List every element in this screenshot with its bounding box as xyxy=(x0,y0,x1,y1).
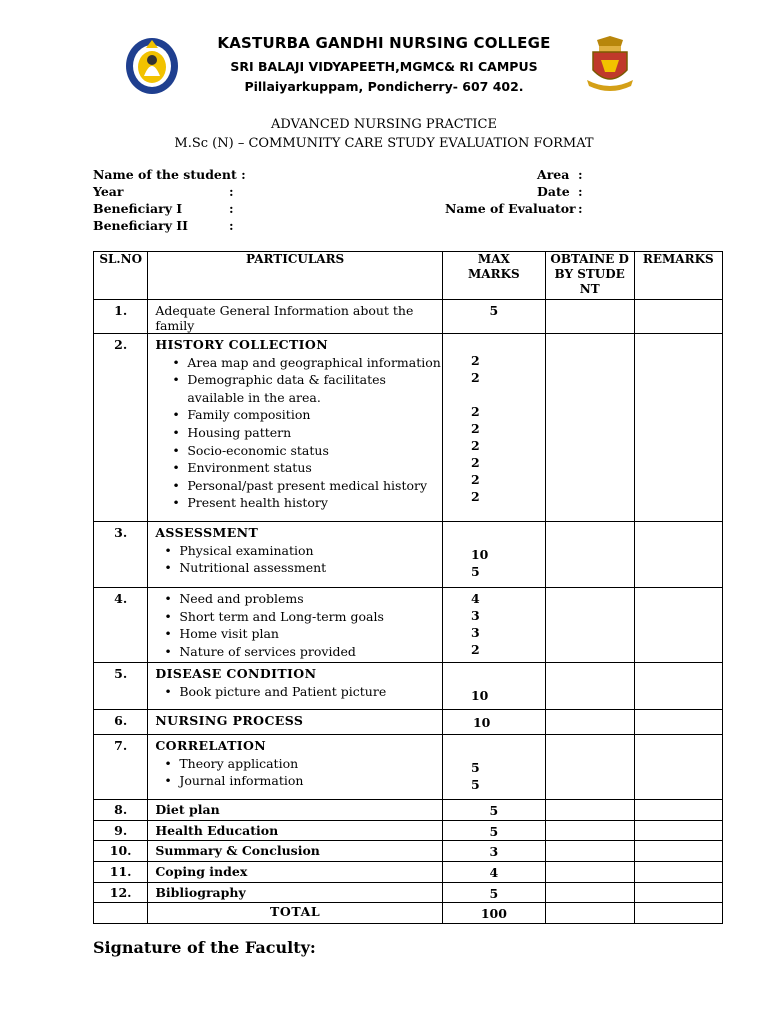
row-particulars xyxy=(148,334,443,522)
row-text: Adequate General Information about the family xyxy=(148,300,443,334)
list-item: • Nature of services provided xyxy=(155,643,442,661)
row-sl: 12. xyxy=(94,883,148,903)
row-sl: 3. xyxy=(94,522,148,588)
list-item: • Book picture and Patient picture xyxy=(155,683,442,701)
remarks-cell[interactable] xyxy=(634,883,722,903)
header-remarks: REMARKS xyxy=(634,252,722,300)
table-row xyxy=(94,522,723,588)
remarks-cell[interactable] xyxy=(634,334,722,522)
table-row xyxy=(94,862,723,883)
remarks-cell[interactable] xyxy=(634,663,722,710)
mark-value: 4 xyxy=(470,591,480,606)
row-marks xyxy=(442,334,545,522)
row-marks: 5 xyxy=(442,883,545,903)
mark-value: 2 xyxy=(470,421,480,436)
table-row xyxy=(94,710,723,735)
list-item: • Area map and geographical information xyxy=(155,354,442,372)
list-item: • Journal information xyxy=(155,772,442,790)
table-header-row xyxy=(94,252,723,300)
row-sl: 1. xyxy=(94,300,148,334)
evaluator-colon: : xyxy=(578,201,583,216)
date-label: Date xyxy=(537,184,570,199)
row-sl: 11. xyxy=(94,862,148,883)
item-list xyxy=(155,683,442,701)
total-label: TOTAL xyxy=(148,903,443,924)
remarks-cell[interactable] xyxy=(634,522,722,588)
row-marks: 4 xyxy=(442,862,545,883)
beneficiary-1-label: Beneficiary I xyxy=(93,201,183,216)
campus-name: SRI BALAJI VIDYAPEETH,MGMC& RI CAMPUS xyxy=(230,59,538,74)
header-obtained xyxy=(545,252,634,300)
obtained-cell[interactable] xyxy=(545,710,634,735)
evaluation-table xyxy=(93,251,723,924)
mark-value: 5 xyxy=(470,564,480,579)
year-colon: : xyxy=(229,184,234,199)
list-item: • Demographic data & facilitates available in the area. xyxy=(155,371,442,406)
total-remarks-cell[interactable] xyxy=(634,903,722,924)
table-row xyxy=(94,841,723,862)
obtained-cell[interactable] xyxy=(545,735,634,800)
table-row xyxy=(94,334,723,522)
mark-value: 2 xyxy=(470,404,480,419)
header-max-marks-text: MAX MARKS xyxy=(468,252,520,281)
table-row xyxy=(94,800,723,821)
section-title: CORRELATION xyxy=(155,738,267,753)
remarks-cell[interactable] xyxy=(634,800,722,821)
remarks-cell[interactable] xyxy=(634,710,722,735)
mark-value: 5 xyxy=(470,760,480,775)
remarks-cell[interactable] xyxy=(634,821,722,841)
row-marks xyxy=(442,735,545,800)
college-name: KASTURBA GANDHI NURSING COLLEGE xyxy=(217,34,551,52)
mark-value: 2 xyxy=(470,642,480,657)
name-of-student-label: Name of the student : xyxy=(93,167,246,182)
area-label: Area xyxy=(537,167,570,182)
remarks-cell[interactable] xyxy=(634,841,722,862)
row-particulars xyxy=(148,735,443,800)
obtained-cell[interactable] xyxy=(545,841,634,862)
total-marks: 100 xyxy=(442,903,545,924)
item-list xyxy=(155,542,442,577)
item-list xyxy=(155,590,442,660)
mark-value: 2 xyxy=(470,370,480,385)
row-sl: 8. xyxy=(94,800,148,821)
obtained-cell[interactable] xyxy=(545,334,634,522)
year-label: Year xyxy=(93,184,124,199)
item-list xyxy=(155,354,442,512)
row-marks: 10 xyxy=(442,710,545,735)
subject-title: ADVANCED NURSING PRACTICE xyxy=(270,117,497,132)
row-sl: 5. xyxy=(94,663,148,710)
evaluator-label: Name of Evaluator xyxy=(445,201,576,216)
mark-value: 10 xyxy=(470,547,489,562)
header-max-marks xyxy=(442,252,545,300)
row-sl: 4. xyxy=(94,588,148,663)
obtained-cell[interactable] xyxy=(545,663,634,710)
mark-value: 5 xyxy=(470,777,480,792)
row-text: Summary & Conclusion xyxy=(148,841,443,862)
row-marks xyxy=(442,522,545,588)
table-row xyxy=(94,588,723,663)
beneficiary-1-colon: : xyxy=(229,201,234,216)
list-item: • Family composition xyxy=(155,406,442,424)
row-sl: 10. xyxy=(94,841,148,862)
row-marks: 3 xyxy=(442,841,545,862)
row-text: Health Education xyxy=(148,821,443,841)
mark-value: 2 xyxy=(470,489,480,504)
list-item: • Home visit plan xyxy=(155,625,442,643)
list-item: • Theory application xyxy=(155,755,442,773)
beneficiary-2-colon: : xyxy=(229,218,234,233)
row-text: Diet plan xyxy=(148,800,443,821)
row-text: Bibliography xyxy=(148,883,443,903)
table-row xyxy=(94,821,723,841)
mark-value: 2 xyxy=(470,472,480,487)
obtained-cell[interactable] xyxy=(545,821,634,841)
total-row xyxy=(94,903,723,924)
row-marks xyxy=(442,588,545,663)
area-colon: : xyxy=(578,167,583,182)
table-row xyxy=(94,663,723,710)
header-obtained-text: OBTAINE D BY STUDENT xyxy=(550,252,629,296)
obtained-cell[interactable] xyxy=(545,883,634,903)
mark-value: 10 xyxy=(470,688,489,703)
obtained-cell[interactable] xyxy=(545,300,634,334)
form-title: M.Sc (N) – COMMUNITY CARE STUDY EVALUATION FORMAT xyxy=(174,136,594,151)
header-particulars: PARTICULARS xyxy=(148,252,443,300)
list-item: • Environment status xyxy=(155,459,442,477)
faculty-signature-label: Signature of the Faculty: xyxy=(93,938,316,957)
row-marks xyxy=(442,663,545,710)
mark-value: 2 xyxy=(470,353,480,368)
row-particulars xyxy=(148,522,443,588)
remarks-cell[interactable] xyxy=(634,300,722,334)
mark-value: 3 xyxy=(470,625,480,640)
list-item: • Present health history xyxy=(155,494,442,512)
row-title: NURSING PROCESS xyxy=(148,710,443,735)
remarks-cell[interactable] xyxy=(634,862,722,883)
list-item: • Physical examination xyxy=(155,542,442,560)
total-sl-empty xyxy=(94,903,148,924)
list-item: • Socio-economic status xyxy=(155,442,442,460)
section-title: ASSESSMENT xyxy=(155,525,259,540)
date-colon: : xyxy=(578,184,583,199)
item-list xyxy=(155,755,442,790)
header-slno: SL.NO xyxy=(94,252,148,300)
table-row xyxy=(94,883,723,903)
beneficiary-2-label: Beneficiary II xyxy=(93,218,189,233)
row-particulars xyxy=(148,588,443,663)
table-row xyxy=(94,735,723,800)
list-item: • Nutritional assessment xyxy=(155,559,442,577)
row-marks: 5 xyxy=(442,821,545,841)
list-item: • Need and problems xyxy=(155,590,442,608)
obtained-cell[interactable] xyxy=(545,588,634,663)
remarks-cell[interactable] xyxy=(634,735,722,800)
mark-value: 2 xyxy=(470,438,480,453)
mark-value: 3 xyxy=(470,608,480,623)
section-title: DISEASE CONDITION xyxy=(155,666,317,681)
table-row xyxy=(94,300,723,334)
total-obtained-cell[interactable] xyxy=(545,903,634,924)
mark-value: 2 xyxy=(470,455,480,470)
row-sl: 6. xyxy=(94,710,148,735)
section-title: HISTORY COLLECTION xyxy=(155,337,329,352)
college-address: Pillaiyarkuppam, Pondicherry- 607 402. xyxy=(244,79,524,94)
obtained-cell[interactable] xyxy=(545,862,634,883)
row-marks: 5 xyxy=(442,300,545,334)
row-sl: 9. xyxy=(94,821,148,841)
obtained-cell[interactable] xyxy=(545,522,634,588)
obtained-cell[interactable] xyxy=(545,800,634,821)
row-sl: 7. xyxy=(94,735,148,800)
row-marks: 5 xyxy=(442,800,545,821)
list-item: • Short term and Long-term goals xyxy=(155,608,442,626)
remarks-cell[interactable] xyxy=(634,588,722,663)
row-sl: 2. xyxy=(94,334,148,522)
list-item: • Personal/past present medical history xyxy=(155,477,442,495)
row-particulars xyxy=(148,663,443,710)
row-text: Coping index xyxy=(148,862,443,883)
list-item: • Housing pattern xyxy=(155,424,442,442)
